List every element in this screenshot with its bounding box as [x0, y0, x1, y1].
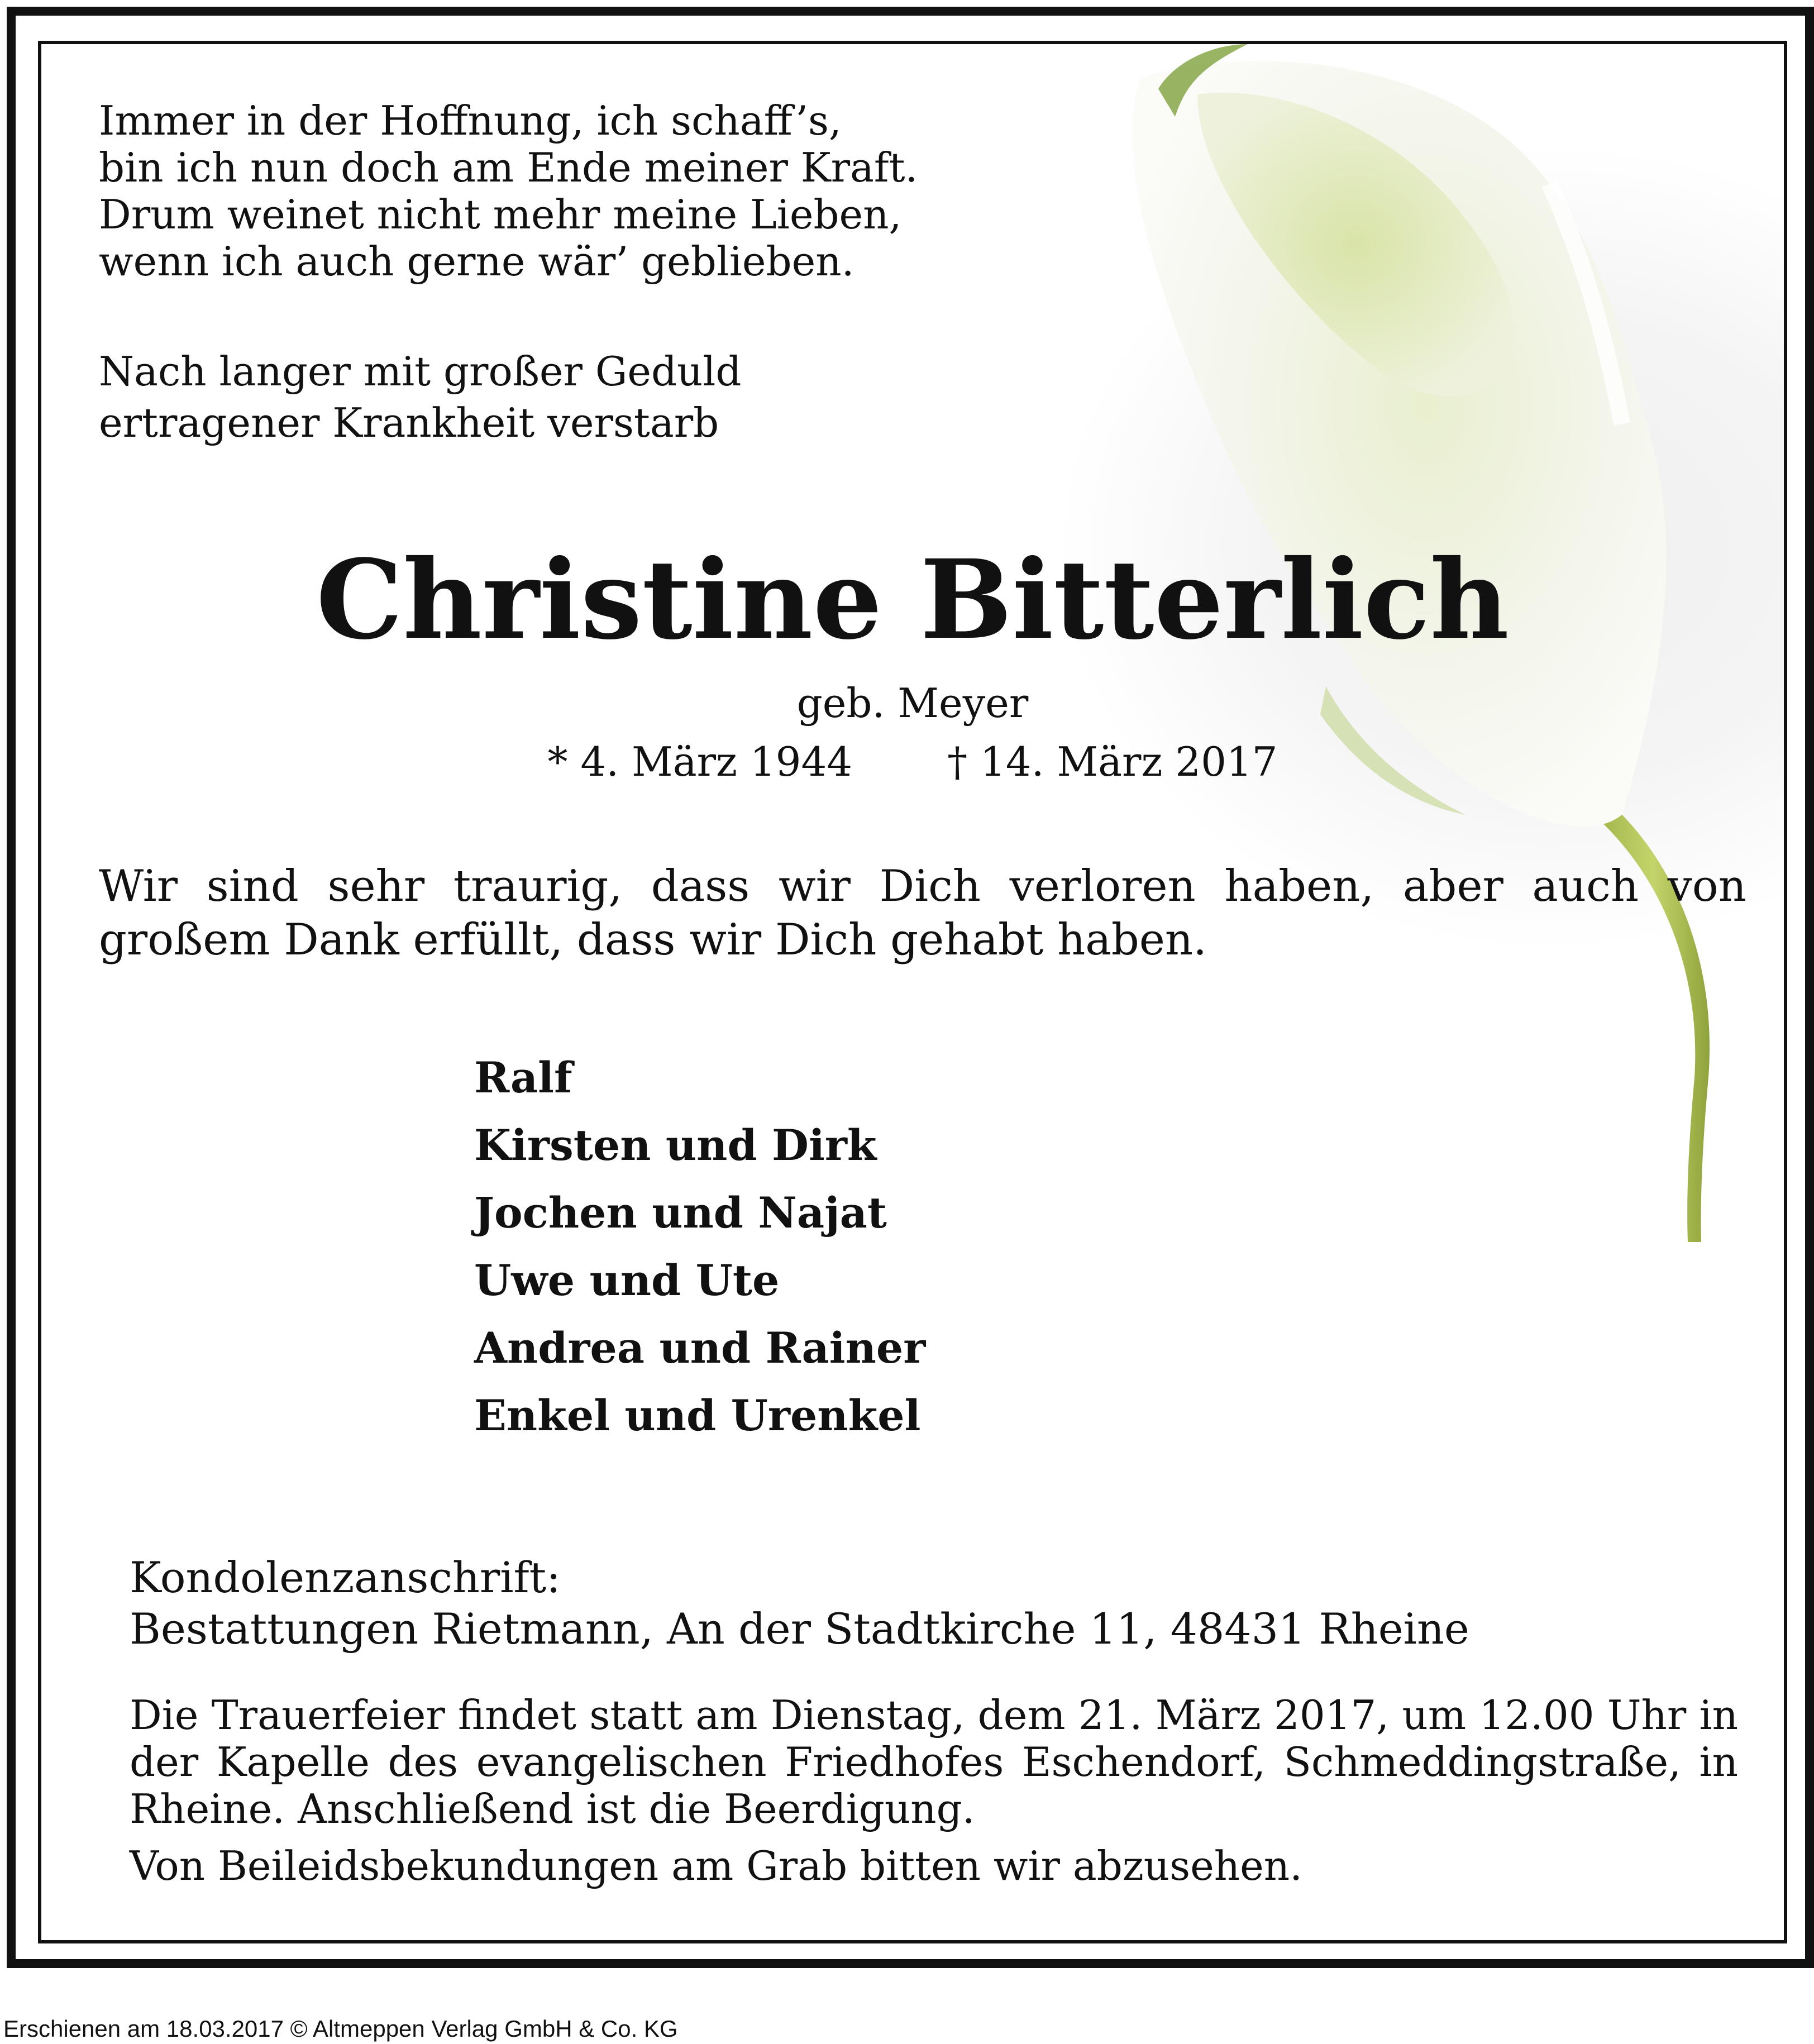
mourner-name: Enkel und Urenkel: [474, 1391, 921, 1440]
intro-line: Nach langer mit großer Geduld: [99, 348, 742, 395]
mourner-name: Uwe und Ute: [474, 1255, 780, 1305]
life-dates: [41, 737, 1784, 787]
birth-date: * 4. März 1944: [547, 738, 853, 785]
obituary-inner-border: [38, 41, 1787, 1943]
intro-line: ertragener Krankheit verstarb: [99, 399, 719, 446]
mourners-list: [474, 1044, 925, 1449]
death-date: † 14. März 2017: [947, 738, 1278, 785]
deceased-name: Christine Bitterlich: [316, 536, 1509, 663]
condolence-label: Kondolenzanschrift:: [130, 1553, 561, 1602]
maiden-name: geb. Meyer: [796, 680, 1029, 727]
verse-line: bin ich nun doch am Ende meiner Kraft.: [99, 144, 918, 191]
mourner-name: Jochen und Najat: [474, 1188, 887, 1238]
mourner-name: Kirsten und Dirk: [474, 1120, 877, 1170]
mourner-name: Ralf: [474, 1053, 572, 1102]
publication-footer: Erschienen am 18.03.2017 © Altmeppen Verlag GmbH & Co. KG: [3, 2016, 678, 2042]
verse-line: Immer in der Hoffnung, ich schaff’s,: [99, 97, 842, 144]
condolence-address-block: [130, 1552, 1469, 1655]
death-announcement-intro: [99, 346, 742, 448]
condolence-address: Bestattungen Rietmann, An der Stadtkirche 11, 48431 Rheine: [130, 1604, 1469, 1654]
verse-line: Drum weinet nicht mehr meine Lieben,: [99, 191, 902, 238]
funeral-service-info: Die Trauerfeier findet statt am Dienstag, dem 21. März 2017, um 12.00 Uhr in der Kapelle des evangelischen Friedhofes Eschendorf, Schmeddingstraße, in Rheine. Anschließend ist die Beerdigung.: [130, 1692, 1738, 1832]
mourner-name: Andrea und Rainer: [474, 1323, 926, 1373]
closing-note: Von Beileidsbekundungen am Grab bitten wir abzusehen.: [130, 1842, 1302, 1889]
farewell-quote: Wir sind sehr traurig, dass wir Dich verloren haben, aber auch von großem Dank erfüllt, dass wir Dich gehabt haben.: [99, 861, 1746, 965]
verse-poem: [99, 97, 918, 285]
verse-line: wenn ich auch gerne wär’ geblieben.: [99, 238, 855, 285]
obituary-outer-border: [7, 7, 1814, 1968]
